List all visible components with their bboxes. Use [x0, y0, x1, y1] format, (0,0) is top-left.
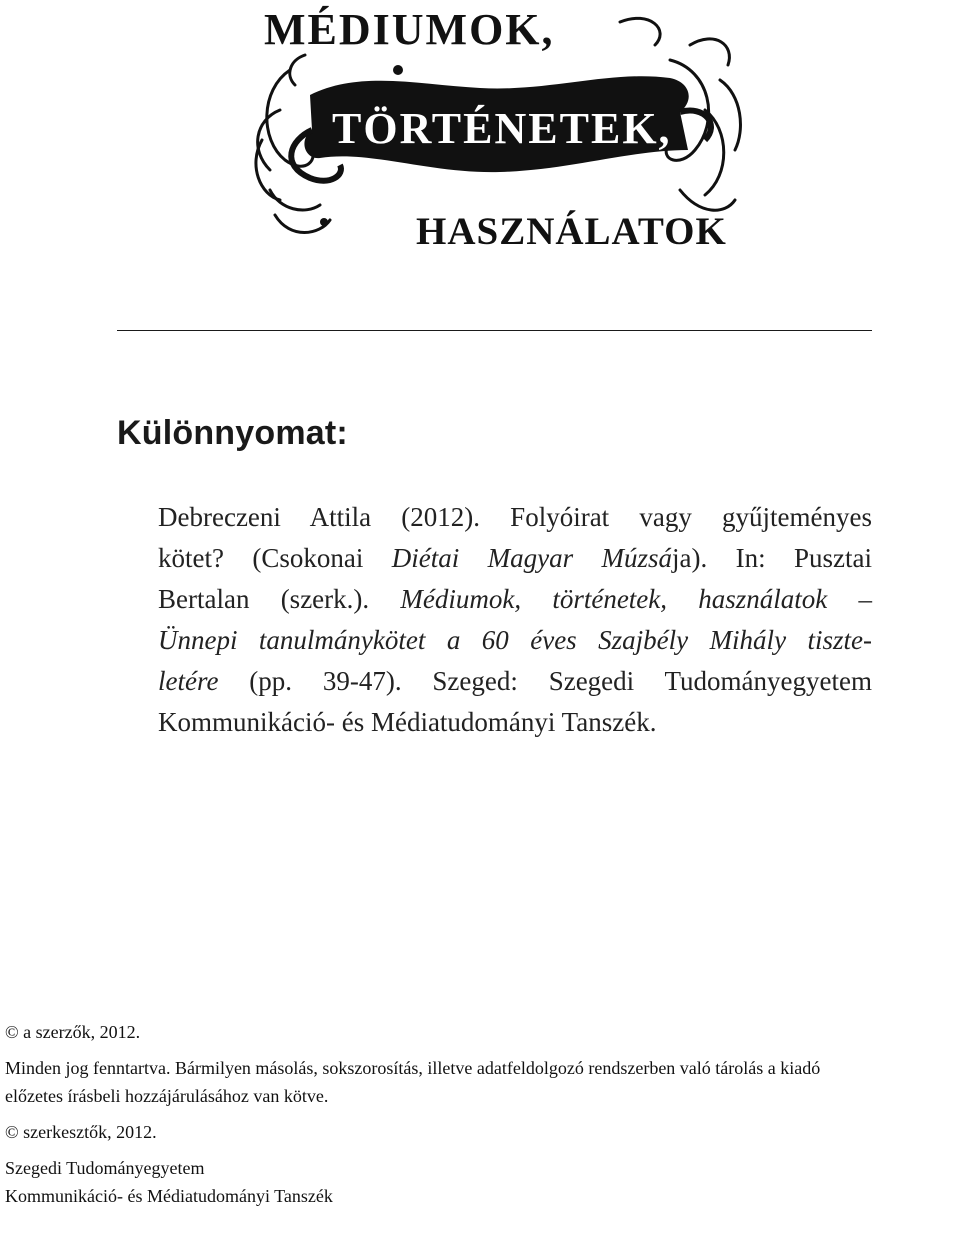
- publisher-line-2: Kommunikáció- és Médiatudományi Tanszék: [5, 1186, 333, 1206]
- rights-line-2: előzetes írásbeli hozzájárulásához van kötve.: [5, 1086, 329, 1106]
- citation-line-2: kötet? (Csokonai Diétai Magyar Múzsája). In: Pusztai: [158, 543, 873, 573]
- copyright-authors: © a szerzők, 2012.: [5, 1022, 141, 1042]
- journal-title: Diétai Magyar Múzsá: [391, 543, 673, 573]
- offprint-heading: Különnyomat:: [117, 414, 348, 452]
- citation-line-4: [158, 620, 872, 661]
- citation-line-3: Bertalan (szerk.). Médiumok, történetek, használatok –: [158, 584, 872, 614]
- logo-word-mediumok: MÉDIUMOK,: [264, 5, 555, 54]
- logo-word-tortenetek: TÖRTÉNETEK,: [332, 104, 672, 153]
- rights-line-1: Minden jog fenntartva. Bármilyen másolás, sokszorosítás, illetve adatfeldolgozó rendszerben való tárolás a kiadó: [5, 1058, 821, 1078]
- copyright-notes: [5, 1018, 955, 1210]
- citation-line-5: letére (pp. 39-47). Szeged: Szegedi Tudományegyetem: [158, 666, 872, 696]
- copyright-editors: © szerkesztők, 2012.: [5, 1122, 157, 1142]
- citation-line-1: Debreczeni Attila (2012). Folyóirat vagy gyűjteményes: [158, 502, 872, 532]
- citation-block: [158, 497, 872, 743]
- book-subtitle-end: letére: [158, 666, 219, 696]
- citation-line-6: Kommunikáció- és Médiatudományi Tanszék.: [158, 707, 657, 737]
- book-subtitle: Ünnepi tanulmánykötet a 60 éves Szajbély Mihály tiszte-: [158, 625, 872, 655]
- title-logo: [250, 0, 750, 262]
- book-title: Médiumok, történetek, használatok –: [400, 584, 872, 614]
- publisher-line-1: Szegedi Tudományegyetem: [5, 1158, 205, 1178]
- horizontal-rule: [117, 330, 872, 331]
- logo-word-hasznalatok: HASZNÁLATOK: [416, 210, 727, 253]
